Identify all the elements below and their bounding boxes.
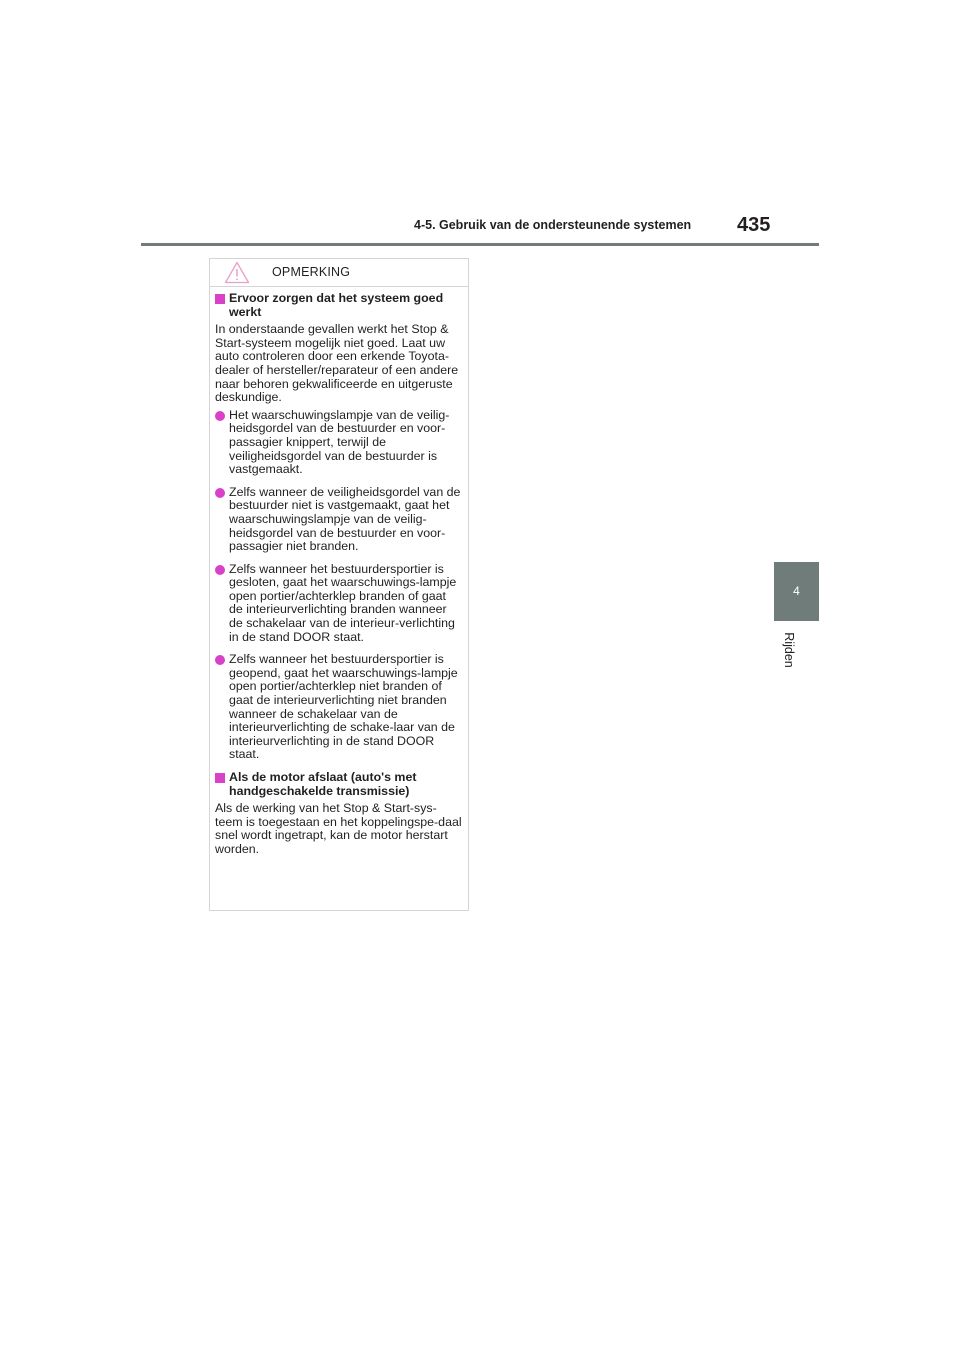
chapter-tab: 4 <box>774 562 819 621</box>
circle-bullet-icon <box>215 655 225 665</box>
section-title: 4-5. Gebruik van de ondersteunende systemen <box>414 218 692 232</box>
page-number: 435 <box>737 214 771 236</box>
section-heading: Als de motor afslaat (auto's met handgeschakelde transmissie) <box>215 771 463 798</box>
notice-header <box>210 259 468 287</box>
header-divider <box>141 243 819 246</box>
list-item: Zelfs wanneer het bestuurdersportier is gesloten, gaat het waarschuwings-lampje open portier/achterklep branden of gaat de interieurverlichting branden wanneer de schakelaar van de interieur-verlichting in de stand DOOR staat. <box>215 563 463 645</box>
section-intro: In onderstaande gevallen werkt het Stop & Start-systeem mogelijk niet goed. Laat uw auto controleren door een erkende Toyota-dealer of hersteller/reparateur of een andere naar behoren gekwalificeerde en uitgeruste deskundige. <box>215 322 459 405</box>
section-heading: Ervoor zorgen dat het systeem goed werkt <box>215 292 463 319</box>
list-item: Zelfs wanneer de veiligheidsgordel van de bestuurder niet is vastgemaakt, gaat het waarschuwingslampje van de veilig-heidsgordel van de bestuurder en voor-passagier niet branden. <box>215 486 463 554</box>
square-bullet-icon <box>215 294 225 304</box>
notice-box <box>209 258 469 911</box>
notice-label: OPMERKING <box>272 265 351 279</box>
list-item: Zelfs wanneer het bestuurdersportier is geopend, gaat het waarschuwings-lampje open portier/achterklep niet branden of gaat de interieurverlichting niet branden wanneer de schakelaar van de interieurverlichting de schake-laar van de interieurverlichting in de stand DOOR staat. <box>215 653 463 762</box>
circle-bullet-icon <box>215 488 225 498</box>
section-text: Als de werking van het Stop & Start-sys-teem is toegestaan en het koppelingspe-daal snel wordt ingetrapt, kan de motor herstart worden. <box>215 801 462 856</box>
square-bullet-icon <box>215 773 225 783</box>
warning-triangle-icon <box>224 261 250 284</box>
circle-bullet-icon <box>215 411 225 421</box>
list-item: Het waarschuwingslampje van de veilig-heidsgordel van de bestuurder en voor-passagier knippert, terwijl de veiligheidsgordel van de bestuurder is vastgemaakt. <box>215 409 463 477</box>
notice-body <box>210 287 468 857</box>
chapter-name: Rijden <box>782 632 796 668</box>
circle-bullet-icon <box>215 565 225 575</box>
